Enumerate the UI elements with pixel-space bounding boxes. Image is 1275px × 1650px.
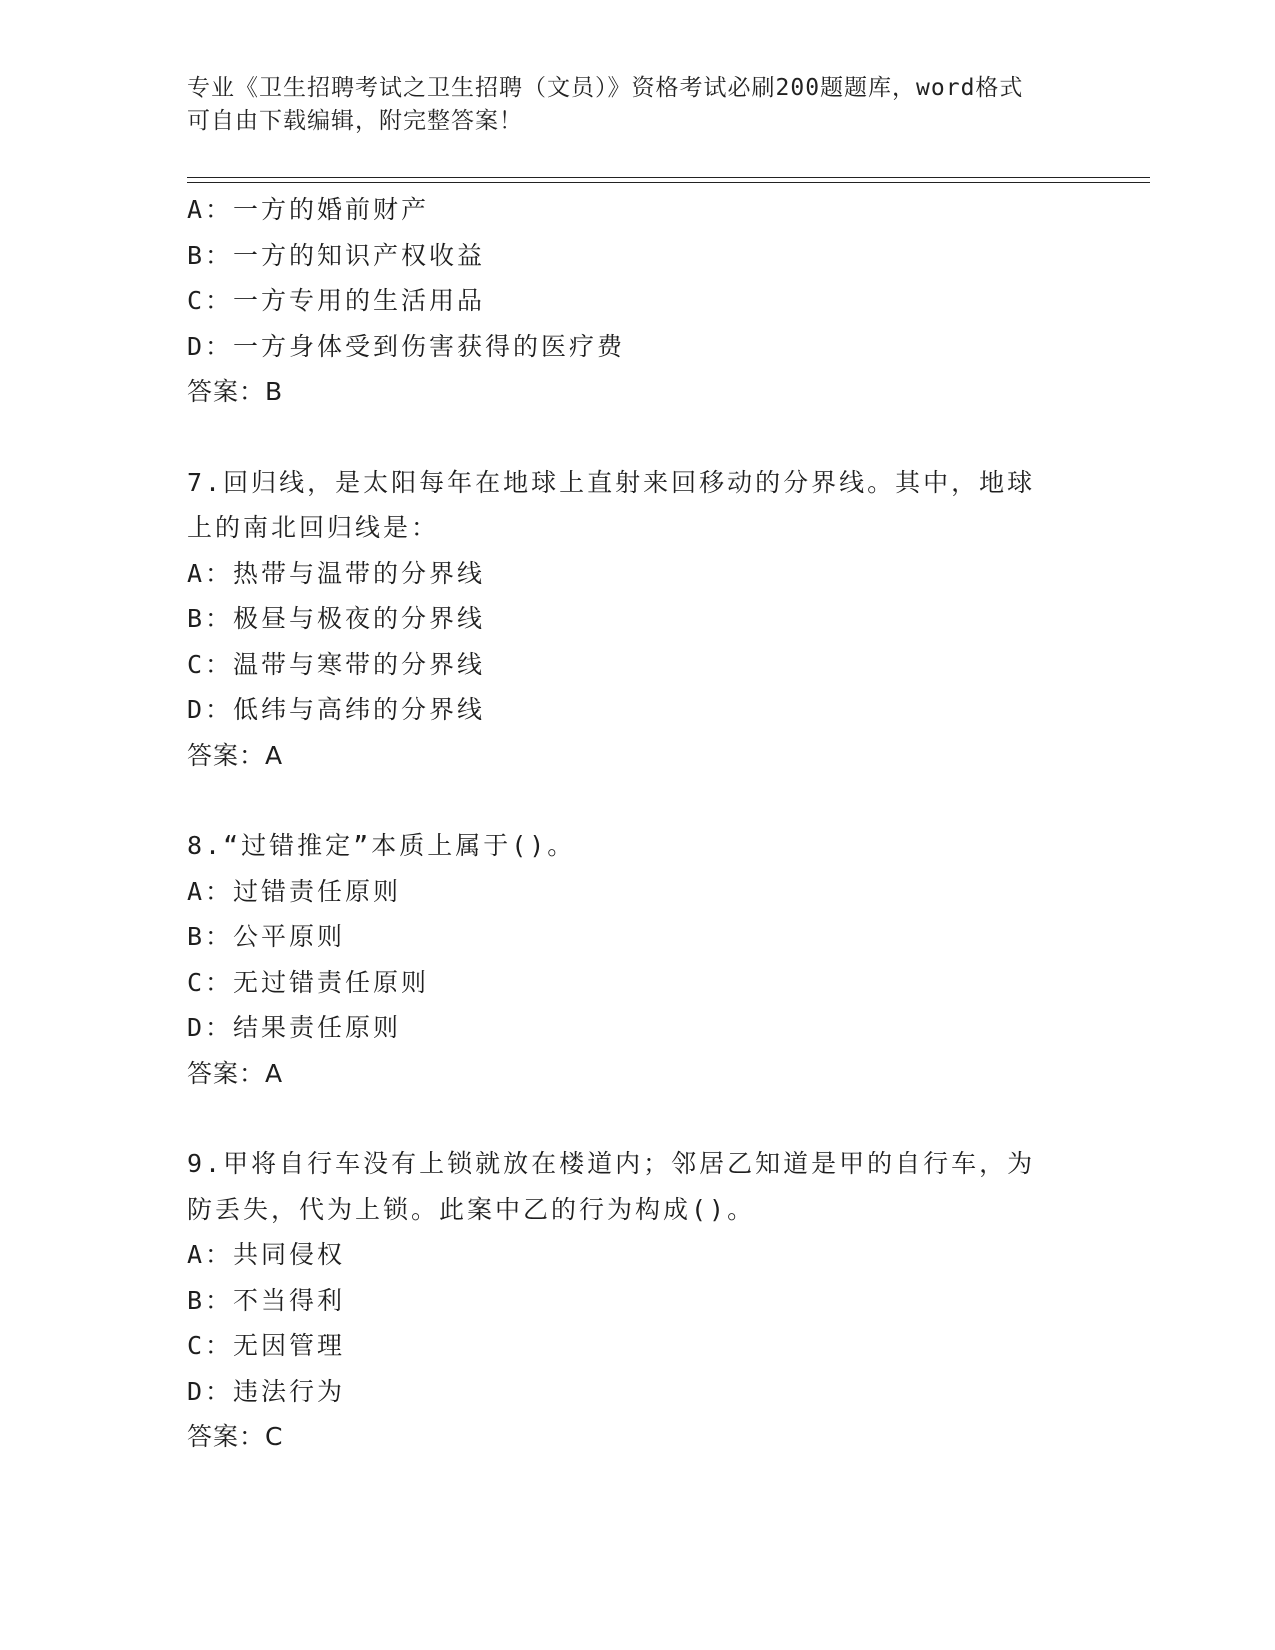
answer: 答案：A [187,740,284,770]
option-c: C：温带与寒带的分界线 [187,649,486,679]
header-line-1: 专业《卫生招聘考试之卫生招聘（文员）》资格考试必刷200题题库，word格式 [187,75,1024,101]
option-b: B：一方的知识产权收益 [187,240,486,270]
option-b: B：公平原则 [187,922,346,951]
question-stem: 9.甲将自行车没有上锁就放在楼道内；邻居乙知道是甲的自行车，为 [187,1149,1036,1178]
option-c: C：无因管理 [187,1331,346,1360]
option-d: D：结果责任原则 [187,1013,402,1042]
option-a: A：热带与温带的分界线 [187,558,486,588]
question-stem-continued: 上的南北回归线是： [187,513,440,542]
option-d: D：违法行为 [187,1376,346,1406]
option-d: D：一方身体受到伤害获得的医疗费 [187,331,626,361]
question-6 [187,187,1087,415]
question-8 [187,823,1087,1096]
option-a: A：共同侵权 [187,1240,346,1269]
option-c: C：一方专用的生活用品 [187,286,486,315]
document-header [187,72,1067,138]
option-a: A：过错责任原则 [187,876,402,906]
answer: 答案：B [187,377,284,406]
header-line-2: 可自由下载编辑，附完整答案！ [187,108,523,134]
option-c: C：无过错责任原则 [187,967,430,997]
question-7 [187,460,1087,779]
answer: 答案：C [187,1422,284,1451]
option-d: D：低纬与高纬的分界线 [187,695,486,724]
question-list [187,187,1087,1460]
option-b: B：极昼与极夜的分界线 [187,604,486,633]
answer: 答案：A [187,1058,284,1088]
question-stem: 8.“过错推定”本质上属于()。 [187,831,576,860]
question-9 [187,1141,1087,1460]
header-rule-top [187,177,1150,178]
option-b: B：不当得利 [187,1285,346,1315]
header-rule-bottom [187,182,1150,183]
option-a: A：一方的婚前财产 [187,195,430,224]
question-stem: 7.回归线，是太阳每年在地球上直射来回移动的分界线。其中，地球 [187,467,1036,497]
question-stem-continued: 防丢失，代为上锁。此案中乙的行为构成()。 [187,1194,756,1224]
